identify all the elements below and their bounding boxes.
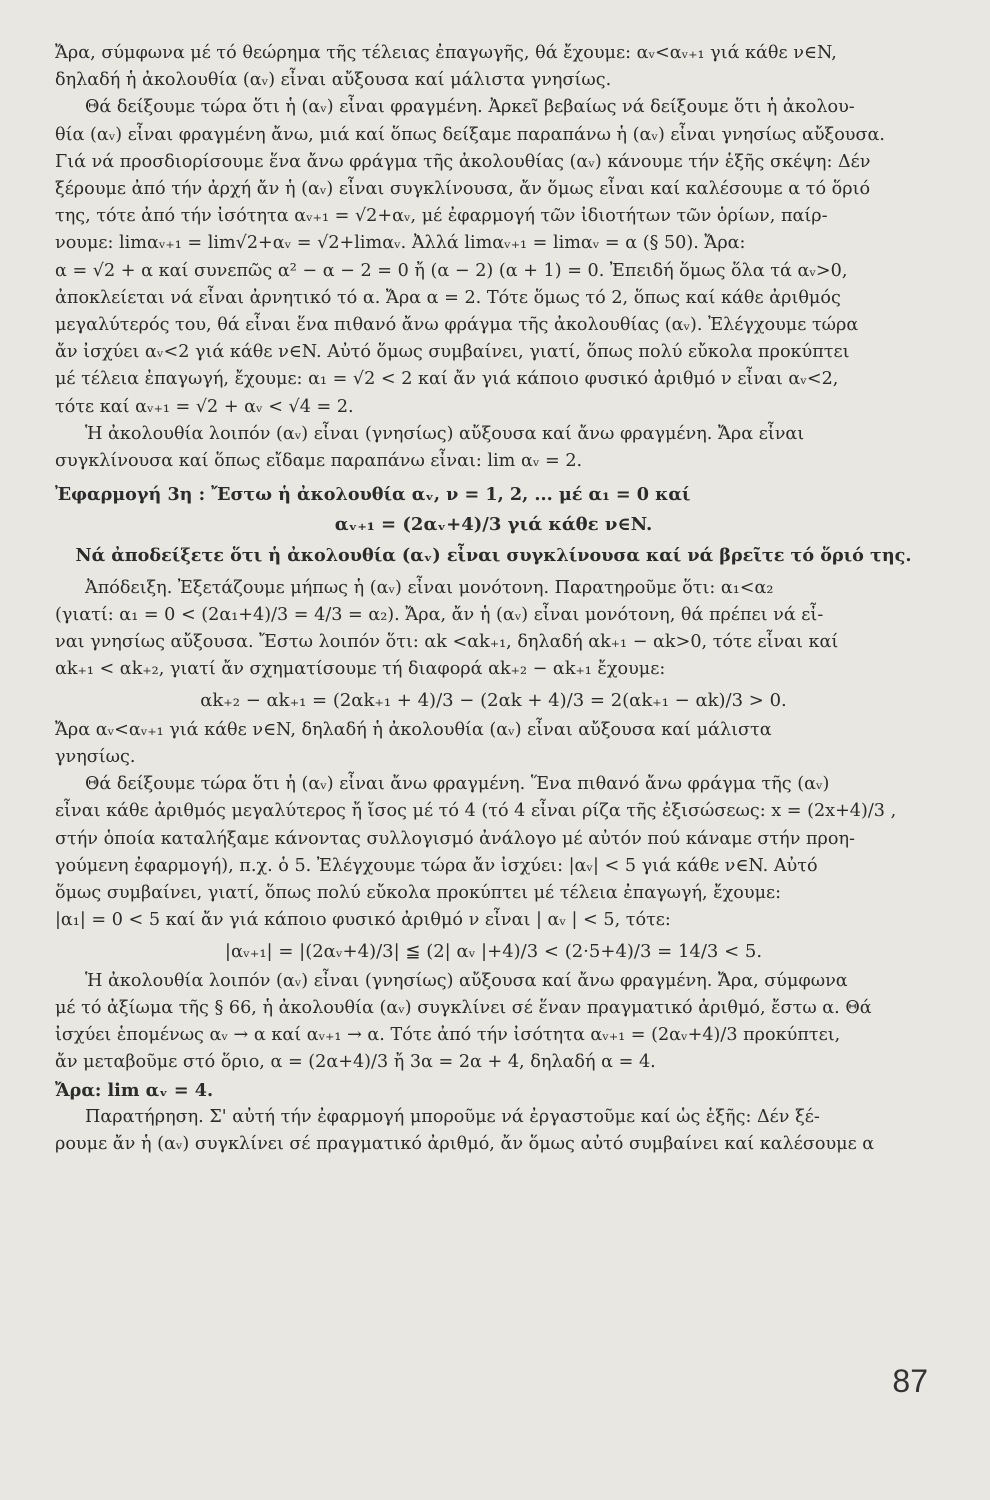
page-number: 87 [892, 1363, 928, 1399]
text-line: (γιατί: α₁ = 0 < (2α₁+4)/3 = 4/3 = α₂). Ἄρα, ἄν ἡ (αᵥ) εἶναι μονότονη, θά πρέπει νά εἶ- [55, 605, 824, 626]
difference-formula: αk₊₂ − αk₊₁ = (2αk₊₁ + 4)/3 − (2αk + 4)/3 = 2(αk₊₁ − αk)/3 > 0. [200, 689, 787, 711]
text-line: Ἄρα αᵥ<αᵥ₊₁ γιά κάθε ν∈N, δηλαδή ἡ ἀκολουθία (αᵥ) εἶναι αὔξουσα καί μάλιστα [55, 719, 772, 740]
text-line: ἄν ἰσχύει αᵥ<2 γιά κάθε ν∈N. Αὐτό ὅμως συμβαίνει, γιατί, ὅπως πολύ εὔκολα προκύπτει [55, 342, 850, 363]
text-line: ρουμε ἄν ἡ (αᵥ) συγκλίνει σέ πραγματικό ἀριθμό, ἄν ὅμως αὐτό συμβαίνει καί καλέσουμε α [55, 1133, 875, 1154]
text-line: τότε καί αᵥ₊₁ = √2 + αᵥ < √4 = 2. [55, 396, 354, 417]
text-line: νουμε: limαᵥ₊₁ = lim√2+αᵥ = √2+limαᵥ. Ἀλλά limαᵥ₊₁ = limαᵥ = α (§ 50). Ἄρα: [55, 233, 746, 254]
text-line: συγκλίνουσα καί ὅπως εἴδαμε παραπάνω εἶναι: lim αᵥ = 2. [55, 451, 583, 472]
text-line: ξέρουμε ἀπό τήν ἀρχή ἄν ἡ (αᵥ) εἶναι συγκλίνουσα, ἄν ὅμως εἶναι καί καλέσουμε α τό ὅριό [55, 179, 871, 200]
text-line: Ἡ ἀκολουθία λοιπόν (αᵥ) εἶναι (γνησίως) αὔξουσα καί ἄνω φραγμένη. Ἄρα εἶναι [85, 423, 805, 444]
exercise-statement: Νά ἀποδείξετε ὅτι ἡ ἀκολουθία (αᵥ) εἶναι συγκλίνουσα καί νά βρεῖτε τό ὅριό της. [75, 544, 912, 566]
text-line: Ἀπόδειξη. Ἐξετάζουμε μήπως ἡ (αᵥ) εἶναι μονότονη. Παρατηροῦμε ὅτι: α₁<α₂ [85, 577, 774, 598]
application-heading: Ἐφαρμογή 3η : Ἔστω ἡ ἀκολουθία αᵥ, ν = 1, 2, ... μέ α₁ = 0 καί [55, 484, 691, 506]
text-line: |α₁| = 0 < 5 καί ἄν γιά κάποιο φυσικό ἀριθμό ν εἶναι | αᵥ | < 5, τότε: [55, 910, 671, 931]
text-line: Θά δείξουμε τώρα ὅτι ἡ (αᵥ) εἶναι φραγμένη. Ἀρκεῖ βεβαίως νά δείξουμε ὅτι ἡ ἀκολου- [85, 97, 855, 118]
text-line: στήν ὁποία καταλήξαμε κάνοντας συλλογισμό ἀνάλογο μέ αὐτόν πού κάναμε στήν προη- [55, 828, 855, 849]
text-line: ἀποκλείεται νά εἶναι ἀρνητικό τό α. Ἄρα α = 2. Τότε ὅμως τό 2, ὅπως καί κάθε ἀριθμός [55, 287, 841, 308]
text-line: Παρατήρηση. Σ' αὐτή τήν ἐφαρμογή μποροῦμε νά ἐργαστοῦμε καί ὡς ἑξῆς: Δέν ξέ- [85, 1106, 820, 1127]
text-line: μέ τέλεια ἐπαγωγή, ἔχουμε: α₁ = √2 < 2 καί ἄν γιά κάποιο φυσικό ἀριθμό ν εἶναι αᵥ<2, [55, 369, 839, 390]
text-line: της, τότε ἀπό τήν ἰσότητα αᵥ₊₁ = √2+αᵥ, μέ ἐφαρμογή τῶν ἰδιοτήτων τῶν ὁρίων, παίρ- [55, 206, 828, 227]
text-line: ναι γνησίως αὔξουσα. Ἔστω λοιπόν ὅτι: αk <αk₊₁, δηλαδή αk₊₁ − αk>0, τότε εἶναι καί [55, 632, 839, 653]
limit-result: Ἄρα: lim αᵥ = 4. [55, 1079, 214, 1101]
text-line: Ἡ ἀκολουθία λοιπόν (αᵥ) εἶναι (γνησίως) αὔξουσα καί ἄνω φραγμένη. Ἄρα, σύμφωνα [85, 970, 848, 991]
text-line: Γιά νά προσδιορίσουμε ἕνα ἄνω φράγμα τῆς ἀκολουθίας (αᵥ) κάνουμε τήν ἑξῆς σκέψη: Δέν [55, 151, 871, 172]
bound-formula: |αᵥ₊₁| = |(2αᵥ+4)/3| ≦ (2| αᵥ |+4)/3 < (2·5+4)/3 = 14/3 < 5. [224, 940, 763, 962]
recurrence-formula: αᵥ₊₁ = (2αᵥ+4)/3 γιά κάθε ν∈N. [334, 514, 653, 536]
text-line: Ἄρα, σύμφωνα μέ τό θεώρημα τῆς τέλειας ἐπαγωγῆς, θά ἔχουμε: αᵥ<αᵥ₊₁ γιά κάθε ν∈N, [55, 43, 837, 63]
text-line: Θά δείξουμε τώρα ὅτι ἡ (αᵥ) εἶναι ἄνω φραγμένη. Ἕνα πιθανό ἄνω φράγμα τῆς (αᵥ) [85, 774, 830, 795]
text-line: αk₊₁ < αk₊₂, γιατί ἄν σχηματίσουμε τή διαφορά αk₊₂ − αk₊₁ ἔχουμε: [55, 659, 666, 680]
text-line: δηλαδή ἡ ἀκολουθία (αᵥ) εἶναι αὔξουσα καί μάλιστα γνησίως. [55, 70, 612, 91]
text-line: εἶναι κάθε ἀριθμός μεγαλύτερος ἤ ἴσος μέ τό 4 (τό 4 εἶναι ρίζα τῆς ἐξισώσεως: x = (2x+4)/3 , [55, 801, 897, 822]
text-line: ἄν μεταβοῦμε στό ὅριο, α = (2α+4)/3 ἤ 3α = 2α + 4, δηλαδή α = 4. [55, 1052, 656, 1073]
text-line: γούμενη ἐφαρμογή), π.χ. ὁ 5. Ἐλέγχουμε τώρα ἄν ἰσχύει: |αᵥ| < 5 γιά κάθε ν∈N. Αὐτό [55, 855, 818, 876]
text-line: γνησίως. [55, 747, 136, 768]
text-line: α = √2 + α καί συνεπῶς α² − α − 2 = 0 ἤ (α − 2) (α + 1) = 0. Ἐπειδή ὅμως ὅλα τά αᵥ>0, [55, 260, 848, 281]
text-line: μέ τό ἀξίωμα τῆς § 66, ἡ ἀκολουθία (αᵥ) συγκλίνει σέ ἕναν πραγματικό ἀριθμό, ἔστω α. Θά [55, 997, 872, 1018]
text-line: ἰσχύει ἑπομένως αᵥ → α καί αᵥ₊₁ → α. Τότε ἀπό τήν ἰσότητα αᵥ₊₁ = (2αᵥ+4)/3 προκύπτει, [55, 1025, 841, 1046]
text-line: μεγαλύτερός του, θά εἶναι ἕνα πιθανό ἄνω φράγμα τῆς ἀκολουθίας (αᵥ). Ἐλέγχουμε τώρα [55, 315, 859, 336]
text-line: θία (αᵥ) εἶναι φραγμένη ἄνω, μιά καί ὅπως δείξαμε παραπάνω ἡ (αᵥ) εἶναι γνησίως αὔξουσα. [55, 124, 885, 145]
text-line: ὅμως συμβαίνει, γιατί, ὅπως πολύ εὔκολα προκύπτει μέ τέλεια ἐπαγωγή, ἔχουμε: [55, 883, 782, 904]
